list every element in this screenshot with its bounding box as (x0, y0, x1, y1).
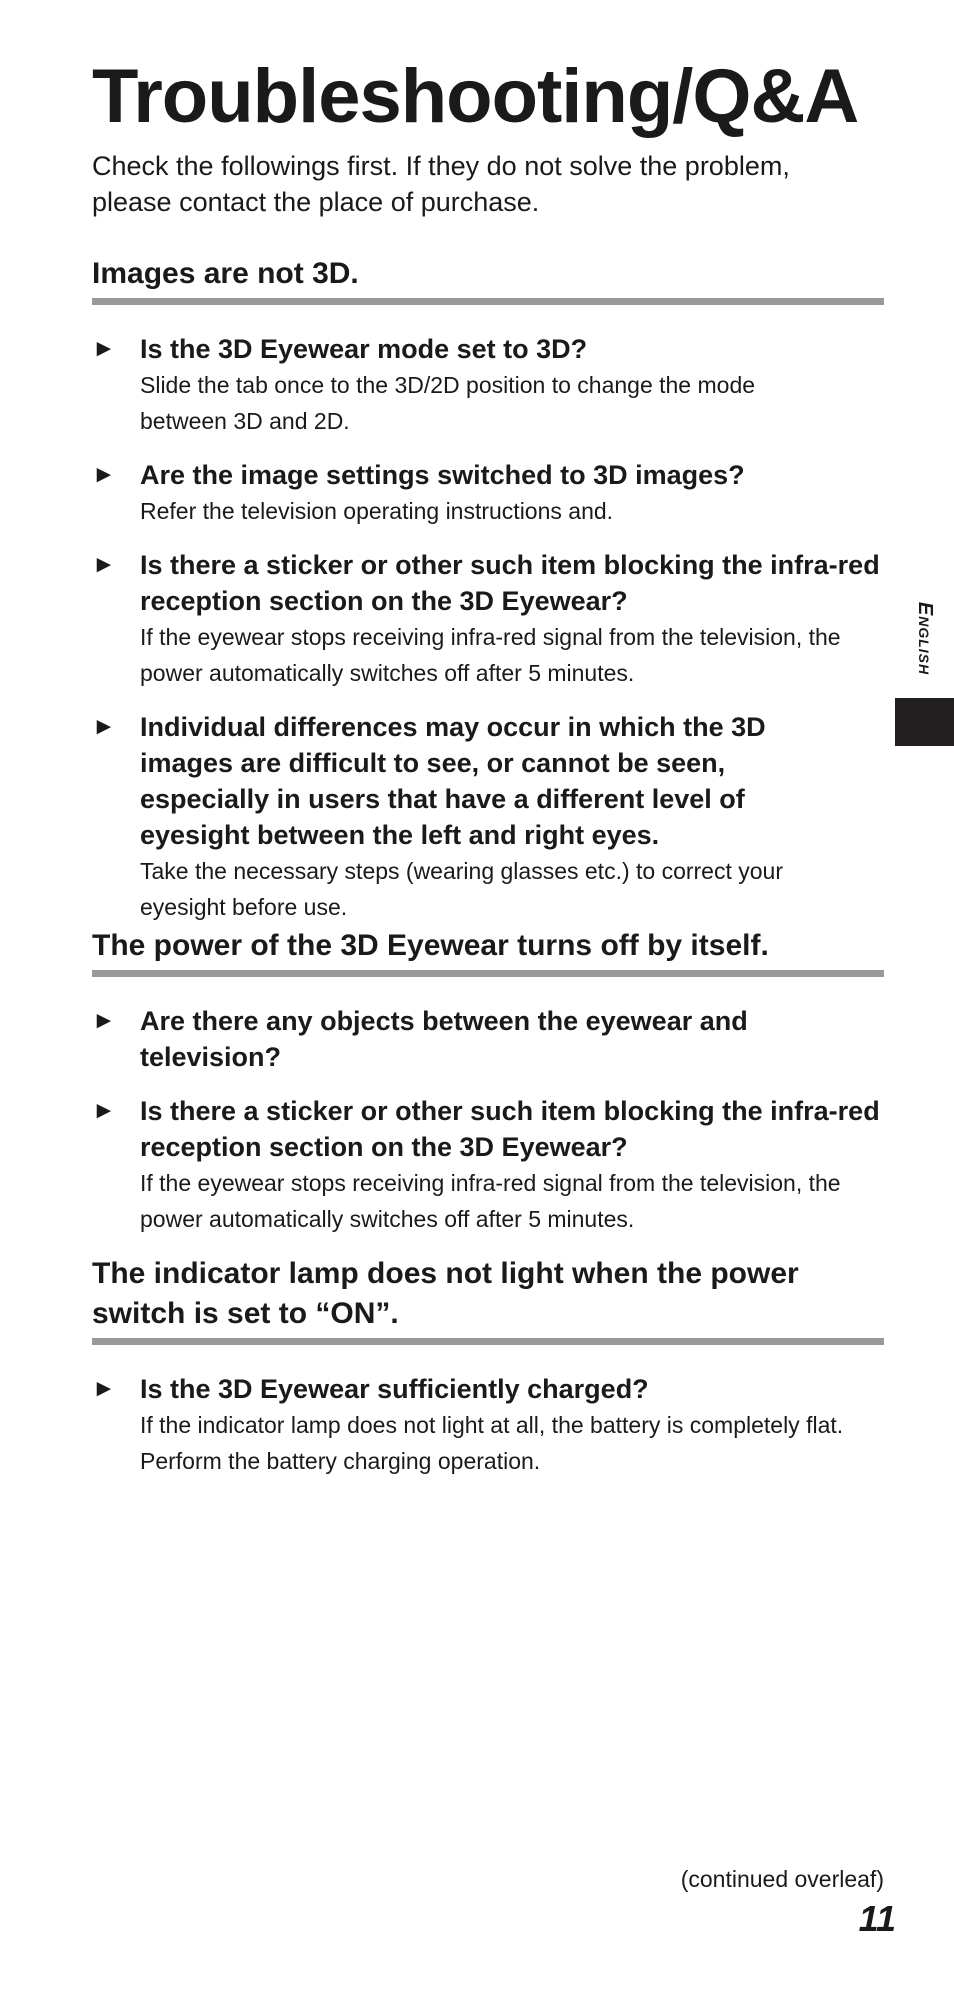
continued-note: (continued overleaf) (680, 1866, 884, 1892)
answer: If the eyewear stops receiving infra-red signal from the television, the power automatically switches off after 5 minutes. (140, 624, 841, 686)
bullet-arrow-icon: ► (92, 461, 116, 488)
answer: Slide the tab once to the 3D/2D position to change the mode between 3D and 2D. (140, 372, 756, 434)
section-divider (92, 298, 884, 305)
section-power-turns-off (92, 926, 884, 1255)
bullet-arrow-icon: ► (92, 713, 116, 740)
qa-item (92, 457, 884, 529)
qa-item (92, 709, 884, 925)
answer: Refer the television operating instructions and. (140, 498, 614, 524)
answer: Take the necessary steps (wearing glasses etc.) to correct your eyesight before use. (140, 858, 784, 920)
question: Is the 3D Eyewear sufficiently charged? (140, 1374, 649, 1404)
section-heading: Images are not 3D. (92, 257, 359, 290)
answer: If the eyewear stops receiving infra-red signal from the television, the power automatically switches off after 5 minutes. (140, 1170, 841, 1232)
section-indicator-lamp (92, 1254, 884, 1497)
intro-text: Check the followings first. If they do not solve the problem, please contact the place of purchase. (92, 151, 790, 217)
qa-item (92, 547, 884, 691)
question: Individual differences may occur in which the 3D images are difficult to see, or cannot be seen, especially in users that have a different level of eyesight between the left and right eyes. (140, 712, 766, 850)
section-divider (92, 1338, 884, 1345)
language-label: English (914, 601, 937, 675)
question: Is there a sticker or other such item blocking the infra-red reception section on the 3D Eyewear? (140, 1096, 880, 1162)
section-images-not-3d (92, 254, 884, 943)
bullet-arrow-icon: ► (92, 1007, 116, 1034)
qa-item (92, 331, 884, 439)
qa-item (92, 1371, 884, 1479)
language-tab-marker (895, 698, 954, 746)
section-divider (92, 970, 884, 977)
page-title: Troubleshooting/Q&A (92, 54, 859, 139)
question: Is there a sticker or other such item blocking the infra-red reception section on the 3D Eyewear? (140, 550, 880, 616)
answer: If the indicator lamp does not light at all, the battery is completely flat. Perform the battery charging operation. (140, 1412, 844, 1474)
question: Are the image settings switched to 3D images? (140, 460, 745, 490)
bullet-arrow-icon: ► (92, 1097, 116, 1124)
page-number: 11 (858, 1898, 896, 1939)
bullet-arrow-icon: ► (92, 551, 116, 578)
qa-item (92, 1093, 884, 1237)
question: Are there any objects between the eyewear and television? (140, 1006, 748, 1072)
bullet-arrow-icon: ► (92, 1375, 116, 1402)
bullet-arrow-icon: ► (92, 335, 116, 362)
language-side-tab (895, 590, 954, 686)
section-heading: The power of the 3D Eyewear turns off by itself. (92, 929, 769, 962)
question: Is the 3D Eyewear mode set to 3D? (140, 334, 588, 364)
qa-item (92, 1003, 884, 1075)
section-heading: The indicator lamp does not light when the power switch is set to “ON”. (92, 1257, 799, 1330)
